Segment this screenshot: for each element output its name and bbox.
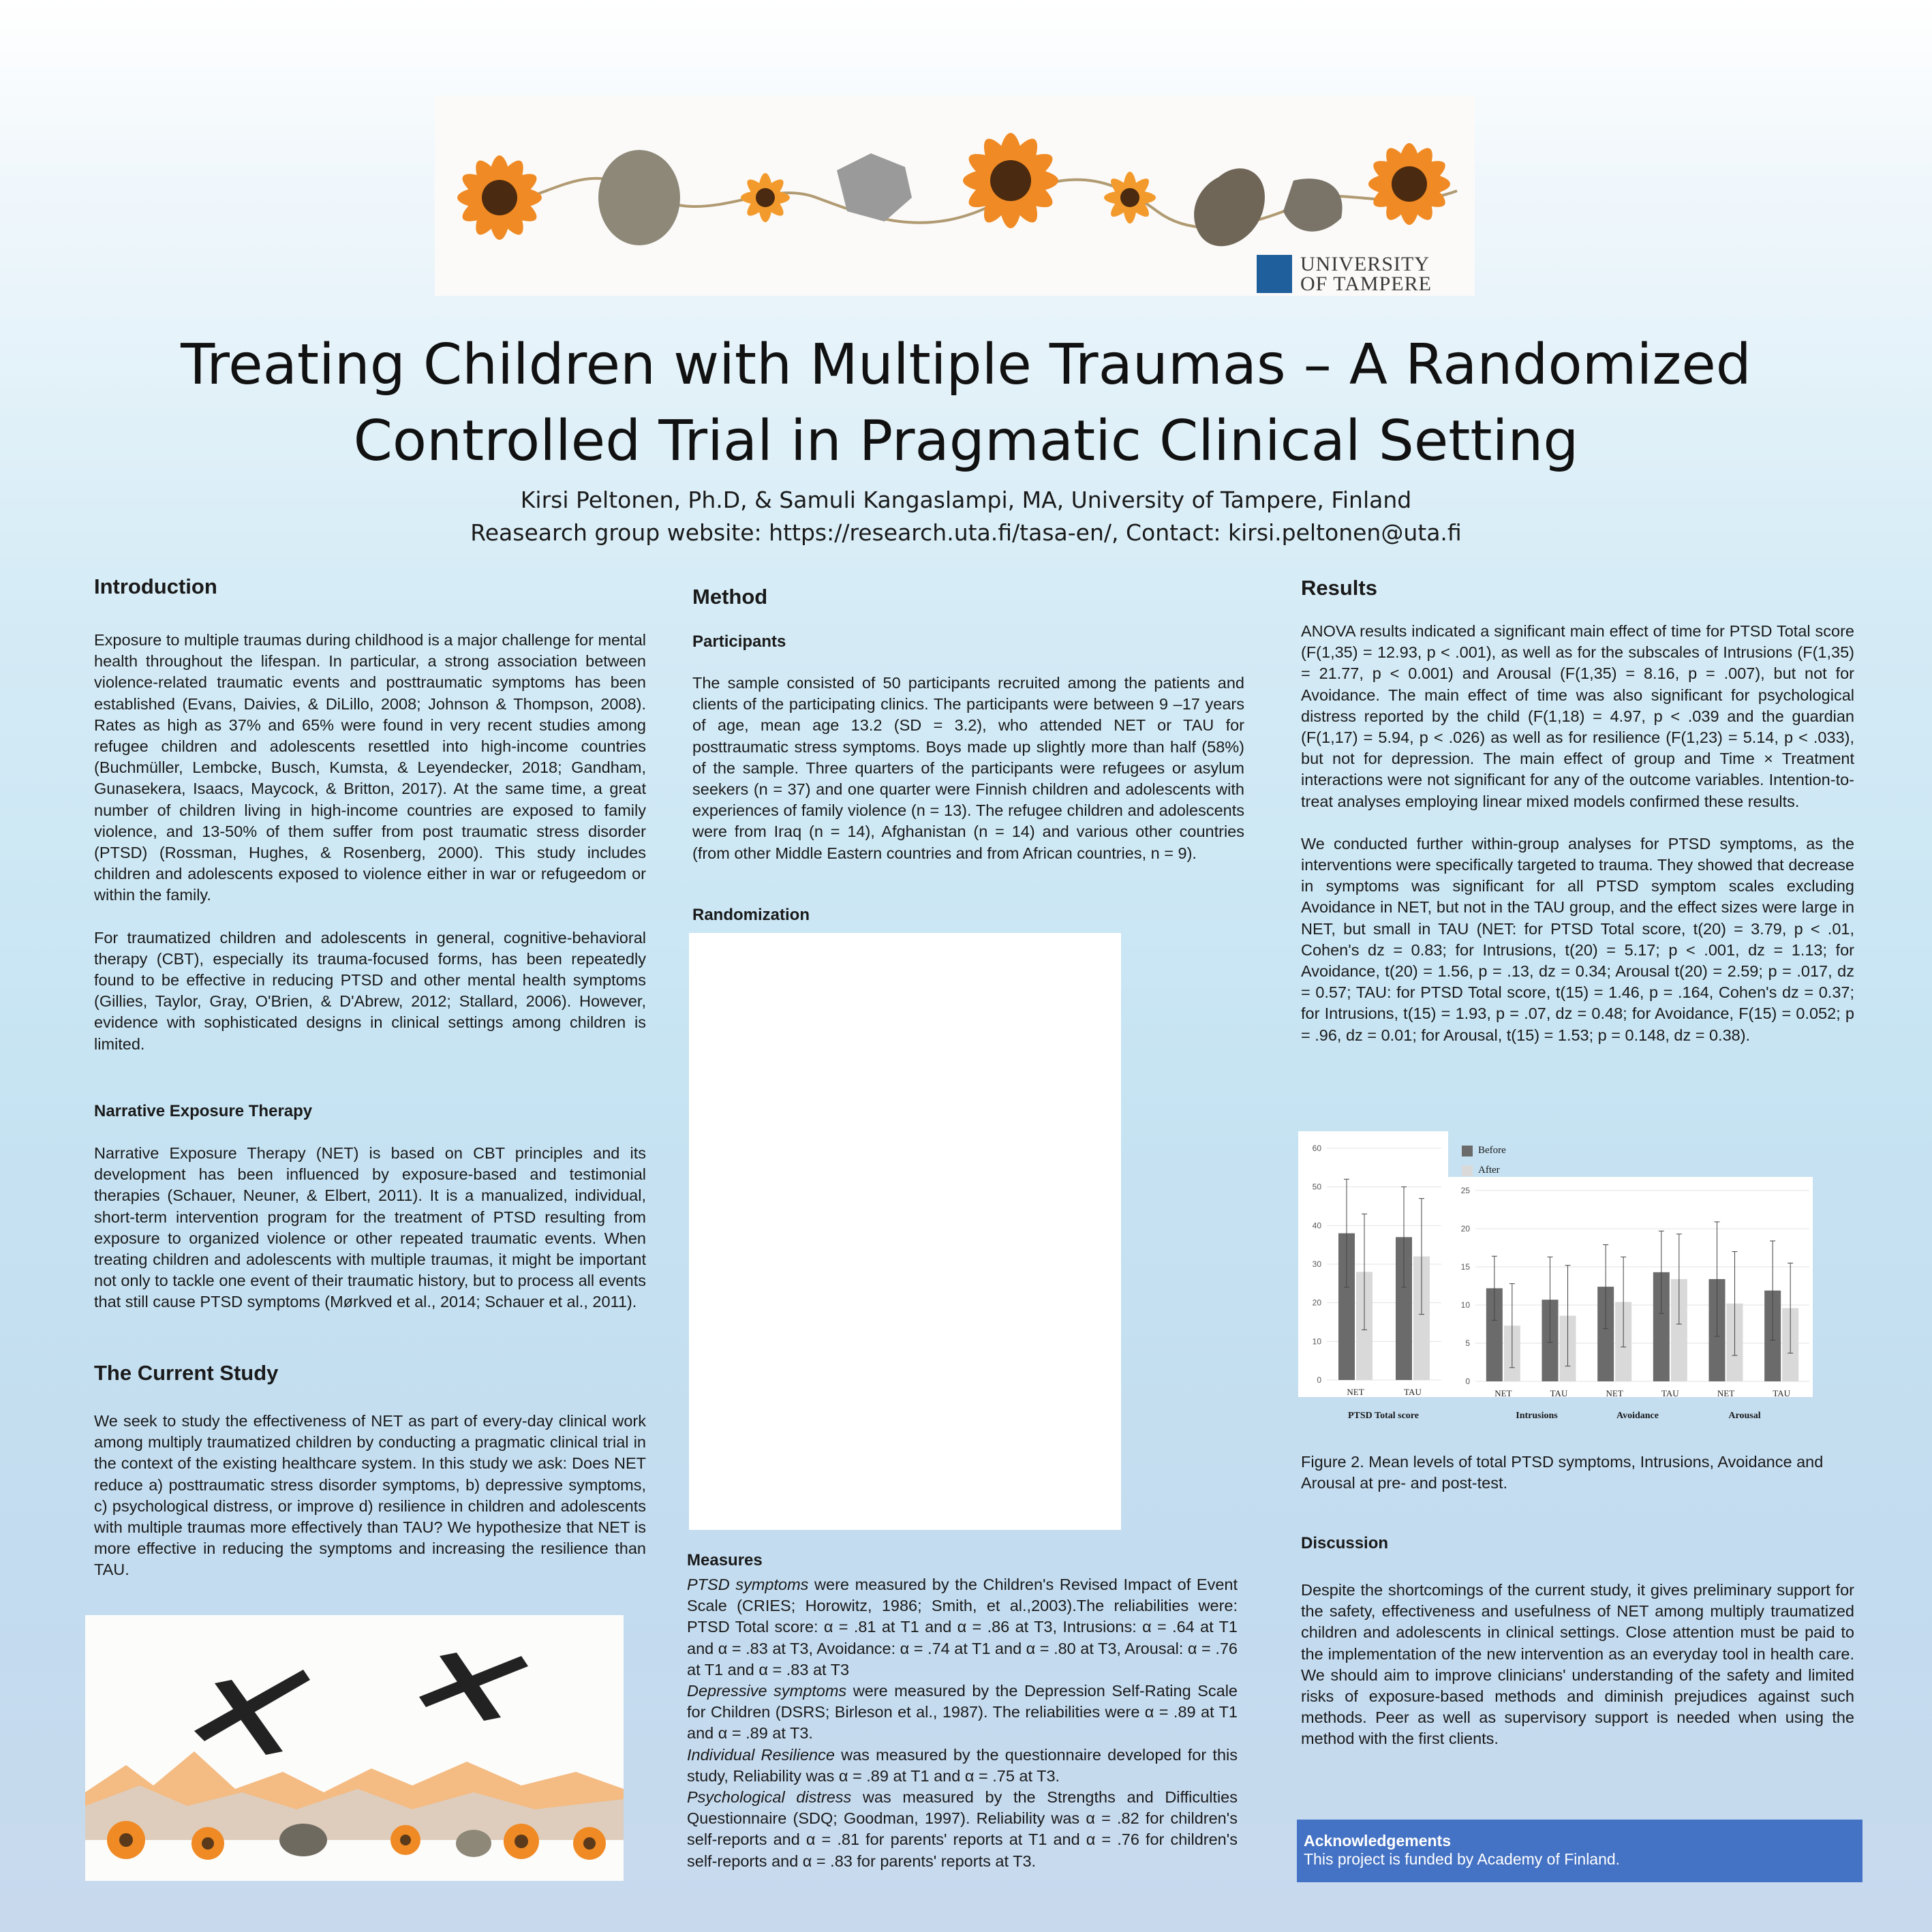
university-crest-icon [1257, 255, 1292, 293]
x-tick-label: TAU [1661, 1388, 1679, 1397]
participants-text: The sample consisted of 50 participants recruited among the patients and clients of the participating clinics. The participants were between 9 –17 years of age, mean age 13.2 (SD = 3.2), who attended NET or TAU for posttraumatic stress symptoms. Boys made up slightly more than half (58%) of the sample. Three quarters of the participants were refugees or asylum seekers (n = 37) and one quarter were Finnish children and adolescents with experiences of family violence (n = 13). The refugee children and adolescents were from Iraq (n = 14), Afghanistan (n = 14) and various other countries (from other Middle Eastern countries and from African countries, n = 9). [692, 674, 1244, 862]
x-tick-label: NET [1717, 1388, 1735, 1397]
introduction-heading: Introduction [94, 574, 217, 598]
introduction-text: Exposure to multiple traumas during childhood is a major challenge for mental health throughout the lifespan. In particular, a strong association between violence-related traumatic events and posttraumatic symptoms has been established (Evans, Daivies, & DiLillo, 2008; Johnson & Thompson, 2008). Rates as high as 37% and 65% were found in very recent studies among refugee children and adolescents resettled into high-income countries (Buchmüller, Lembcke, Busch, Kumsta, & Leyendecker, 2018; Gandham, Gunasekera, Isaacs, Maycock, & Britton, 2017). At the same time, a great number of children living in high-income countries are exposed to family violence, and 13-50% of them suffer from post traumatic stress disorder (PTSD) (Rossman, Hughes, & Rosenberg, 2000). This study includes children and adolescents exposed to violence either in war or refugeedom or within the family. For traumatized children and adolescents in general, cognitive-behavioral therapy (CBT), especially its trauma-focused forms, has been repeatedly found to be effective in reducing PTSD and other mental health symptoms (Gillies, Taylor, Gray, O'Brien, & D'Abrew, 2012; Stallard, 2006). However, evidence with sophisticated designs in clinical settings among children is limited. [94, 631, 646, 1053]
y-tick-label: 20 [1312, 1298, 1321, 1308]
current-study-text: We seek to study the effectiveness of NET as part of every-day clinical work among multiply traumatized children by conducting a pragmatic clinical trial in the context of the existing healthcare system. In this study we ask: Does NET reduce a) posttraumatic stress disorder symptoms, b) depressive symptoms, c) psychological distress, or improve d) resilience in children and adolescents with multiple traumas more effectively than TAU? We hypothesize that NET is more effective in reducing the symptoms and increasing the resilience than TAU. [94, 1412, 646, 1579]
legend-item-before: Before [1462, 1145, 1598, 1156]
chart1-title: PTSD Total score [1348, 1411, 1419, 1421]
university-logo: UNIVERSITY OF TAMPERE [1257, 254, 1461, 294]
randomization-heading: Randomization [692, 906, 810, 924]
y-tick-label: 30 [1312, 1259, 1321, 1269]
discussion-text: Despite the shortcomings of the current study, it gives preliminary support for the safety, effectiveness and usefulness of NET among multiply traumatized children and adolescents in clinical settings. Close attention must be paid to the implementation of the new intervention as an everyday tool in health care. We should aim to improve clinicians' understanding of the safety and limited risks of exposure-based methods and diminish prejudices against such methods. Peer as well as supervisory support is needed when using the method with the first clients. [1301, 1581, 1854, 1748]
net-heading: Narrative Exposure Therapy [94, 1102, 313, 1120]
x-tick-label: TAU [1404, 1387, 1422, 1397]
results-heading: Results [1301, 576, 1377, 600]
header-banner-image [435, 95, 1475, 296]
subscales-chart-panel [1448, 1177, 1813, 1397]
subscales-chart [1448, 1177, 1813, 1397]
war-flowers-illustration [85, 1615, 624, 1881]
legend-swatch-before [1462, 1146, 1473, 1156]
legend-swatch-after [1462, 1165, 1473, 1176]
y-tick-label: 50 [1312, 1182, 1321, 1192]
y-tick-label: 60 [1312, 1144, 1321, 1153]
randomization-figure-placeholder [689, 933, 1121, 1530]
x-tick-label: NET [1606, 1388, 1623, 1397]
figure-caption: Figure 2. Mean levels of total PTSD symptoms, Intrusions, Avoidance and Arousal at pre- and post-test. [1301, 1453, 1824, 1492]
group-label-avoidance: Avoidance [1616, 1411, 1659, 1421]
poster-title: Treating Children with Multiple Traumas – A Randomized Controlled Trial in Pragmatic Clinical Setting [181, 333, 1751, 474]
author-line: Kirsi Peltonen, Ph.D, & Samuli Kangaslampi, MA, University of Tampere, Finland [520, 487, 1412, 513]
authors-block [123, 484, 1809, 549]
chart-legend [1462, 1145, 1598, 1186]
y-tick-label: 40 [1312, 1221, 1321, 1231]
x-tick-label: NET [1494, 1388, 1512, 1397]
ptsd-total-chart [1298, 1131, 1448, 1431]
group-label-intrusions: Intrusions [1516, 1411, 1558, 1421]
chart2-group-labels [1448, 1411, 1813, 1427]
acknowledgements-text: This project is funded by Academy of Finland. [1304, 1850, 1621, 1868]
net-text: Narrative Exposure Therapy (NET) is based on CBT principles and its development has been influenced by exposure-based and testimonial therapies (Schauer, Neuner, & Elbert, 2011). It is a manualized, individual, short-term intervention program for the treatment of PTSD resulting from exposure to organized violence or other repeated traumatic events. When treating children and adolescents with multiple traumas, it might be important not only to tackle one event of their traumatic history, but to process all events that still cause PTSD symptoms (Mørkved et al., 2014; Schauer et al., 2011). [94, 1144, 646, 1311]
y-tick-label: 25 [1460, 1186, 1470, 1195]
measures-heading: Measures [687, 1551, 763, 1569]
acknowledgements-box [1297, 1820, 1862, 1882]
x-tick-label: TAU [1550, 1388, 1568, 1397]
ptsd-total-chart-panel [1298, 1131, 1448, 1397]
legend-item-after: After [1462, 1165, 1598, 1176]
results-text: ANOVA results indicated a significant main effect of time for PTSD Total score (F(1,35) = 12.93, p < .001), as well as for the subscales of Intrusions (F(1,35) = 21.77, p < 0.001) and Arousal (F(1,35) = 8.16, p = .007), but not for Avoidance. The main effect of time was also significant for psychological distress reported by the child (F(1,18) = 4.97, p < .039 and the guardian (F(1,17) = 5.94, p < .026) as well as for resilience (F(1,23) = 5.14, p < .033), but not for depression. The main effect of group and Time × Treatment interactions were not significant for any of the outcome variables. Intention-to-treat analyses employing linear mixed models confirmed these results. We conducted further within-group analyses for PTSD symptoms, as the interventions were specifically targeted to trauma. They showed that decrease in symptoms was significant for all PTSD symptom scales excluding Avoidance in NET, but not in the TAU group, and the effect sizes were large in NET, but small in TAU (NET: for PTSD Total score, t(20) = 3.79, p < .01, Cohen's dz = 0.83; for Intrusions, t(20) = 5.17; p < .001, dz = 1.13; for Avoidance, t(20) = 1.56, p = .13, dz = 0.34; Arousal t(20) = 2.59; p = .017, dz = 0.57; TAU: for PTSD Total score, t(15) = 1.46, p = .164, Cohen's dz = 0.37; for Intrusions, t(15) = 1.93, p = .07, dz = 0.48; for Avoidance, F(15) = 0.052; p = .96, dz = 0.01; for Arousal, t(15) = 1.53; p = 0.148, dz = 0.38). [1301, 622, 1854, 1044]
y-tick-label: 20 [1460, 1224, 1470, 1233]
y-tick-label: 15 [1460, 1262, 1470, 1272]
y-tick-label: 10 [1312, 1336, 1321, 1347]
measures-text: PTSD symptoms were measured by the Children's Revised Impact of Event Scale (CRIES; Horowitz, 1986; Smith, et al.,2003).The reliabilities were: PTSD Total score: α = .81 at T1 and α = .86 at T3, Intrusions: α = .64 at T1 and α = .83 at T3, Avoidance: α = .74 at T1 and α = .80 at T3, Arousal: α = .76 at T1 and α = .83 at T3 Depressive symptoms were measured by the Depression Self-Rating Scale for Children (DSRS; Birleson et al., 1987). The reliabilities were α = .89 at T1 and α = .89 at T3. Individual Resilience was measured by the questionnaire developed for this study, Reliability was α = .89 at T1 and α = .75 at T3. Psychological distress was measured by the Strengths and Difficulties Questionnaire (SDQ; Goodman, 1997). Reliability was α = .82 for children's self-reports and α = .81 for parents' reports at T1 and α = .76 for children's self-reports and α = .83 for parents' reports at T3. [687, 1576, 1238, 1870]
x-tick-label: NET [1347, 1387, 1364, 1397]
method-heading: Method [692, 585, 768, 609]
acknowledgements-heading: Acknowledgements [1304, 1832, 1451, 1850]
website-line: Reasearch group website: https://research.uta.fi/tasa-en/, Contact: kirsi.peltonen@uta.fi [470, 519, 1462, 546]
y-tick-label: 10 [1460, 1300, 1470, 1310]
y-tick-label: 0 [1465, 1377, 1470, 1386]
current-study-heading: The Current Study [94, 1361, 279, 1385]
y-tick-label: 5 [1465, 1338, 1470, 1348]
participants-heading: Participants [692, 632, 786, 651]
discussion-heading: Discussion [1301, 1534, 1389, 1552]
y-tick-label: 0 [1317, 1375, 1321, 1385]
group-label-arousal: Arousal [1728, 1411, 1761, 1421]
x-tick-label: TAU [1773, 1388, 1791, 1397]
